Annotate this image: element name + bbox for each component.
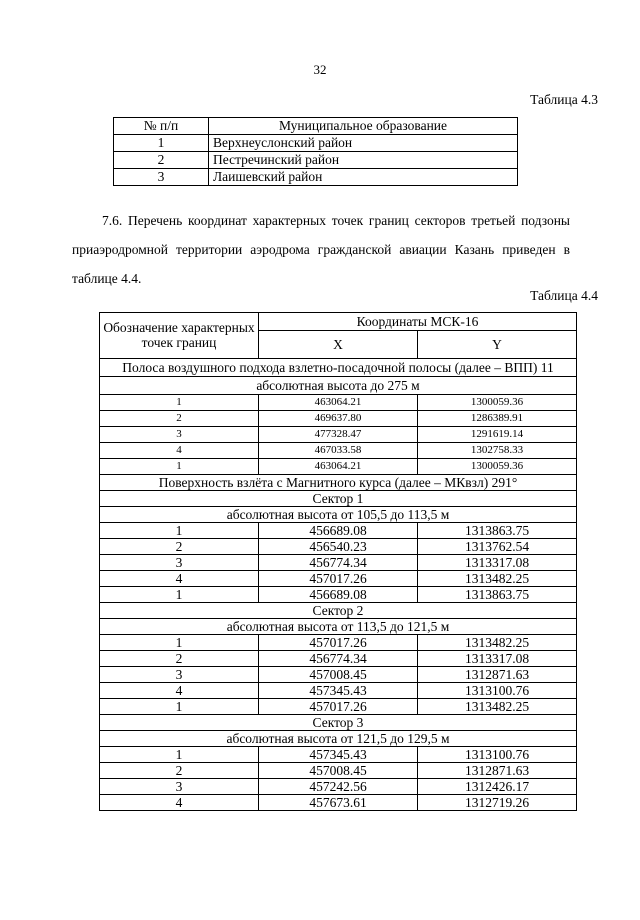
cell-x: 457008.45 bbox=[259, 763, 418, 779]
cell-point: 2 bbox=[100, 763, 259, 779]
cell-y: 1313482.25 bbox=[418, 635, 577, 651]
cell-x: 456689.08 bbox=[259, 587, 418, 603]
cell-x: 467033.58 bbox=[259, 443, 418, 459]
table-row bbox=[100, 443, 577, 459]
cell-x: 457673.61 bbox=[259, 795, 418, 811]
cell-y: 1313482.25 bbox=[418, 571, 577, 587]
row-number: 2 bbox=[114, 152, 209, 169]
sector-subtitle: абсолютная высота от 121,5 до 129,5 м bbox=[100, 731, 577, 747]
cell-point: 4 bbox=[100, 683, 259, 699]
table-4-4-caption: Таблица 4.4 bbox=[530, 288, 598, 303]
cell-x: 456774.34 bbox=[259, 651, 418, 667]
cell-y: 1313100.76 bbox=[418, 747, 577, 763]
cell-x: 457242.56 bbox=[259, 779, 418, 795]
table-row bbox=[100, 427, 577, 443]
cell-y: 1313100.76 bbox=[418, 683, 577, 699]
header-x: X bbox=[259, 331, 418, 359]
cell-x: 457017.26 bbox=[259, 571, 418, 587]
table-row bbox=[100, 459, 577, 475]
cell-x: 477328.47 bbox=[259, 427, 418, 443]
table-row bbox=[100, 635, 577, 651]
cell-y: 1312719.26 bbox=[418, 795, 577, 811]
sector-title-row bbox=[100, 603, 577, 619]
sector-subtitle: абсолютная высота от 113,5 до 121,5 м bbox=[100, 619, 577, 635]
table-4-3 bbox=[113, 117, 518, 186]
sector-title-row bbox=[100, 491, 577, 507]
sector-title: Сектор 3 bbox=[100, 715, 577, 731]
cell-x: 457345.43 bbox=[259, 747, 418, 763]
cell-x: 457017.26 bbox=[259, 699, 418, 715]
sector-subtitle-row bbox=[100, 731, 577, 747]
cell-point: 4 bbox=[100, 795, 259, 811]
table-row bbox=[100, 539, 577, 555]
cell-x: 469637.80 bbox=[259, 411, 418, 427]
page-number: 32 bbox=[313, 62, 327, 77]
paragraph-line: 7.6. Перечень координат характерных точек границ секторов третьей подзоны bbox=[102, 213, 570, 228]
sector-title: Сектор 2 bbox=[100, 603, 577, 619]
cell-y: 1313762.54 bbox=[418, 539, 577, 555]
cell-point: 2 bbox=[100, 411, 259, 427]
cell-point: 1 bbox=[100, 699, 259, 715]
sector-subtitle: абсолютная высота от 105,5 до 113,5 м bbox=[100, 507, 577, 523]
table-header-row bbox=[114, 118, 518, 135]
cell-y: 1300059.36 bbox=[418, 459, 577, 475]
cell-point: 2 bbox=[100, 651, 259, 667]
table-row bbox=[100, 763, 577, 779]
cell-point: 4 bbox=[100, 443, 259, 459]
header-number: № п/п bbox=[114, 118, 209, 135]
cell-point: 1 bbox=[100, 635, 259, 651]
cell-y: 1313863.75 bbox=[418, 587, 577, 603]
cell-x: 457345.43 bbox=[259, 683, 418, 699]
cell-y: 1312871.63 bbox=[418, 667, 577, 683]
cell-y: 1286389.91 bbox=[418, 411, 577, 427]
cell-y: 1313317.08 bbox=[418, 555, 577, 571]
cell-y: 1313863.75 bbox=[418, 523, 577, 539]
cell-point: 1 bbox=[100, 747, 259, 763]
paragraph-7-6 bbox=[72, 206, 570, 293]
cell-point: 3 bbox=[100, 779, 259, 795]
cell-y: 1300059.36 bbox=[418, 395, 577, 411]
section-subtitle: абсолютная высота до 275 м bbox=[100, 377, 577, 395]
cell-x: 457017.26 bbox=[259, 635, 418, 651]
cell-point: 1 bbox=[100, 395, 259, 411]
header-point-designation: Обозначение характерных точек границ bbox=[100, 313, 259, 359]
header-municipality: Муниципальное образование bbox=[209, 118, 518, 135]
table-row bbox=[114, 169, 518, 186]
table-row bbox=[100, 747, 577, 763]
cell-x: 456689.08 bbox=[259, 523, 418, 539]
row-number: 3 bbox=[114, 169, 209, 186]
table-row bbox=[114, 135, 518, 152]
cell-point: 1 bbox=[100, 459, 259, 475]
table-row bbox=[100, 779, 577, 795]
table-4-3-caption: Таблица 4.3 bbox=[530, 92, 598, 107]
cell-x: 457008.45 bbox=[259, 667, 418, 683]
cell-x: 456774.34 bbox=[259, 555, 418, 571]
sector-title: Сектор 1 bbox=[100, 491, 577, 507]
row-municipality: Лаишевский район bbox=[209, 169, 518, 186]
table-row bbox=[100, 395, 577, 411]
table-row bbox=[100, 555, 577, 571]
cell-y: 1291619.14 bbox=[418, 427, 577, 443]
cell-point: 1 bbox=[100, 587, 259, 603]
section-title-row bbox=[100, 359, 577, 377]
table-row bbox=[100, 683, 577, 699]
section-title: Поверхность взлёта с Магнитного курса (далее – МКвзл) 291° bbox=[100, 475, 577, 491]
table-row bbox=[100, 523, 577, 539]
cell-y: 1312426.17 bbox=[418, 779, 577, 795]
cell-x: 463064.21 bbox=[259, 459, 418, 475]
table-header-row bbox=[100, 313, 577, 331]
cell-point: 3 bbox=[100, 555, 259, 571]
cell-point: 3 bbox=[100, 427, 259, 443]
cell-point: 4 bbox=[100, 571, 259, 587]
table-row bbox=[100, 651, 577, 667]
cell-y: 1312871.63 bbox=[418, 763, 577, 779]
header-y: Y bbox=[418, 331, 577, 359]
paragraph-line: таблице 4.4. bbox=[72, 271, 142, 286]
cell-y: 1302758.33 bbox=[418, 443, 577, 459]
section-subtitle-row bbox=[100, 377, 577, 395]
sector-subtitle-row bbox=[100, 619, 577, 635]
cell-y: 1313482.25 bbox=[418, 699, 577, 715]
cell-point: 1 bbox=[100, 523, 259, 539]
table-4-4 bbox=[99, 312, 577, 811]
table-row bbox=[100, 699, 577, 715]
cell-y: 1313317.08 bbox=[418, 651, 577, 667]
section-title: Полоса воздушного подхода взлетно-посадочной полосы (далее – ВПП) 11 bbox=[100, 359, 577, 377]
table-row bbox=[100, 667, 577, 683]
cell-point: 3 bbox=[100, 667, 259, 683]
sector-subtitle-row bbox=[100, 507, 577, 523]
table-row bbox=[100, 571, 577, 587]
cell-x: 456540.23 bbox=[259, 539, 418, 555]
paragraph-line: приаэродромной территории аэродрома гражданской авиации Казань приведен в bbox=[72, 242, 570, 257]
row-municipality: Пестречинский район bbox=[209, 152, 518, 169]
cell-point: 2 bbox=[100, 539, 259, 555]
sector-title-row bbox=[100, 715, 577, 731]
table-row bbox=[100, 795, 577, 811]
table-row bbox=[100, 587, 577, 603]
row-number: 1 bbox=[114, 135, 209, 152]
cell-x: 463064.21 bbox=[259, 395, 418, 411]
row-municipality: Верхнеуслонский район bbox=[209, 135, 518, 152]
header-coordinates: Координаты МСК-16 bbox=[259, 313, 577, 331]
table-row bbox=[100, 411, 577, 427]
table-row bbox=[114, 152, 518, 169]
section-title-row bbox=[100, 475, 577, 491]
